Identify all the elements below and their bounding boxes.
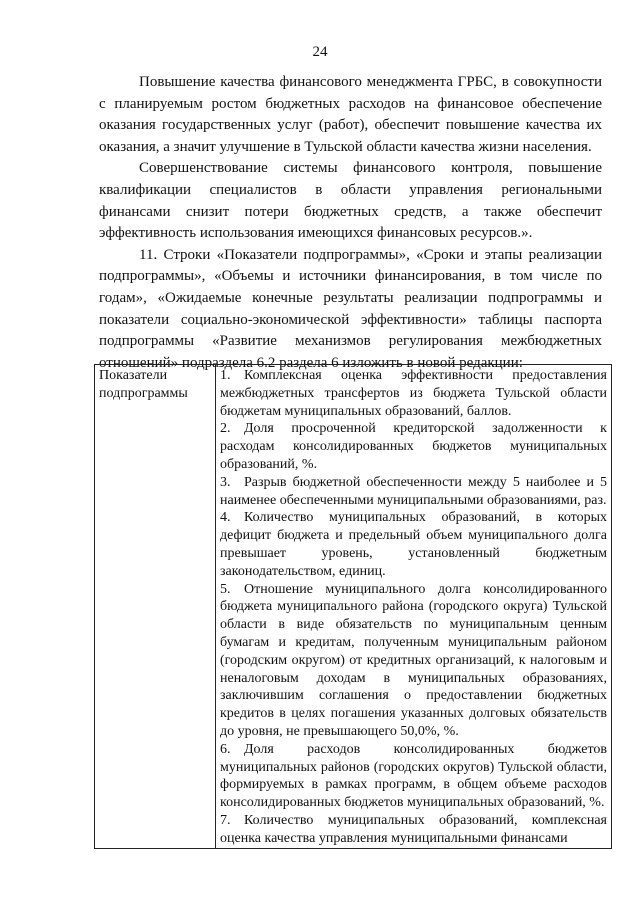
subprogram-passport-table <box>94 364 612 849</box>
indicator-item-4: 4. Количество муниципальных образований, в которых дефицит бюджета и предельный объем муниципального долга превышает уровень, установленный бюджетным законодательством, единиц. <box>220 510 607 579</box>
page-number: 24 <box>312 44 328 60</box>
document-body <box>99 72 602 374</box>
indicator-item-1: 1. Комплексная оценка эффективности предоставления межбюджетных трансфертов из бюджета Тульской области бюджетам муниципальных образований, баллов. <box>220 368 607 419</box>
table-row-indicators <box>95 365 612 849</box>
paragraph-financial-management: Повышение качества финансового менеджмента ГРБС, в совокупности с планируемым ростом бюджетных расходов на финансовое обеспечение оказания государственных услуг (работ), обеспечит повышение качества их оказания, а значит улучшение в Тульской области качества жизни населения. <box>99 74 602 155</box>
paragraph-amendment-11: 11. Строки «Показатели подпрограммы», «Сроки и этапы реализации подпрограммы», «Объемы и источники финансирования, в том числе по годам», «Ожидаемые конечные результаты реализации подпрограммы и показатели социально-экономической эффективности» таблицы паспорта подпрограммы «Развитие механизмов регулирования межбюджетных отношений» подраздела 6.2 раздела 6 изложить в новой редакции: <box>99 246 602 371</box>
indicator-item-2: 2. Доля просроченной кредиторской задолженности к расходам консолидированных бюджетов муниципальных образований, %. <box>220 421 607 472</box>
paragraph-financial-control: Совершенствование системы финансового контроля, повышение квалификации специалистов в области управления региональными финансами снизит потери бюджетных средств, а также обеспечит эффективность использования имеющихся финансовых ресурсов.». <box>99 160 602 242</box>
indicator-item-3: 3. Разрыв бюджетной обеспеченности между 5 наиболее и 5 наименее обеспеченными муниципальными образованиями, раз. <box>220 474 607 508</box>
indicator-item-7: 7. Количество муниципальных образований, комплексная оценка качества управления муниципальными финансами <box>220 812 607 846</box>
indicator-item-6: 6. Доля расходов консолидированных бюджетов муниципальных районов (городских округов) Тульской области, формируемых в рамках программ, в общем объеме расходов консолидированных бюджетов муниципальных образований, %. <box>220 741 607 811</box>
row-label-cell: Показатели подпрограммы <box>95 365 216 849</box>
indicators-cell <box>216 365 612 849</box>
indicator-item-5: 5. Отношение муниципального долга консолидированного бюджета муниципального района (городского округа) Тульской области в виде обязательств по муниципальным ценным бумагам и кредитам, полученным муниципальным районом (городским округом) от кредитных организаций, к налоговым и неналоговым доходам в муниципальных образованиях, заключившим соглашения о предоставлении бюджетных кредитов в целях погашения указанных долговых обязательств до уровня, не превышающего 50,0%, %. <box>220 581 607 739</box>
